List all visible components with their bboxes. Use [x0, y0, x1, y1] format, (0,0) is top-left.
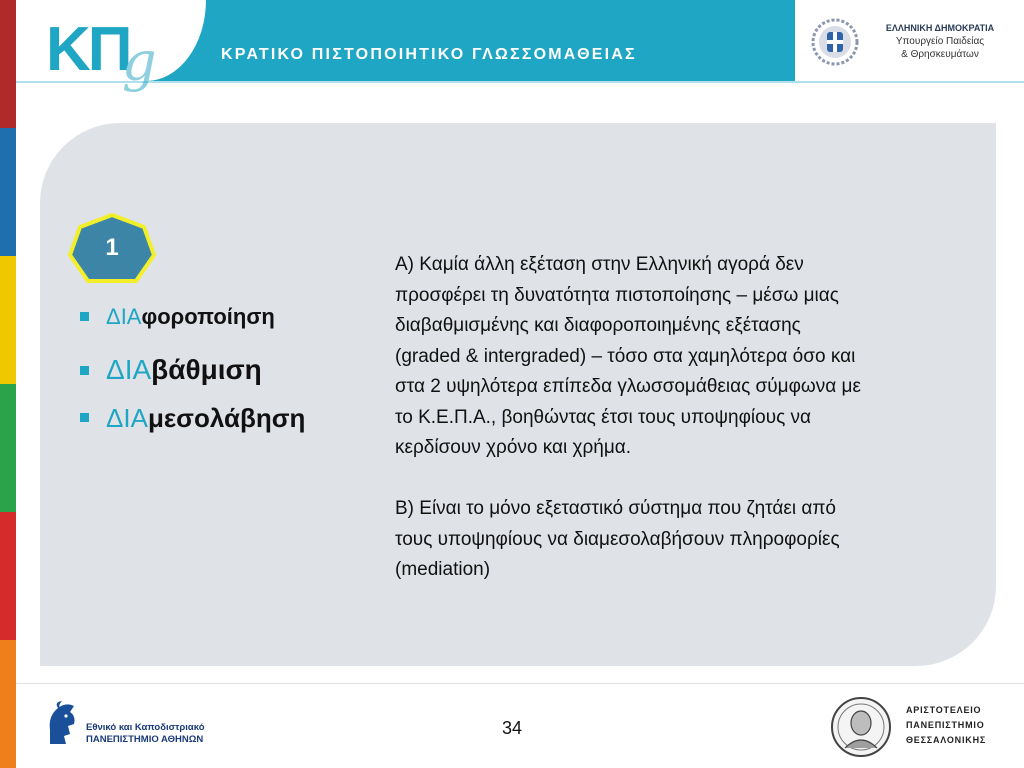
ministry-text — [865, 22, 1015, 61]
bullet-prefix: ΔΙΑ — [106, 403, 148, 433]
text-line: (mediation) — [395, 559, 491, 580]
text-line: διαβαθμισμένης και διαφοροποιημένης εξέτασης — [395, 315, 801, 336]
stripe-segment — [0, 0, 16, 128]
paragraph-b — [395, 494, 995, 586]
text-line: Β) Είναι το μόνο εξεταστικό σύστημα που ζητάει από — [395, 498, 836, 519]
bullet-list — [80, 298, 380, 440]
ministry-line-3: & Θρησκευμάτων — [901, 49, 979, 60]
auth-line-2: ΠΑΝΕΠΙΣΤΗΜΙΟ — [906, 720, 985, 730]
athena-head-icon — [44, 700, 80, 746]
bullet-item — [80, 396, 380, 440]
text-line: τους υποψηφίους να διαμεσολαβήσουν πληροφορίες — [395, 528, 840, 550]
bullet-item — [80, 298, 380, 348]
paragraph-a — [395, 250, 995, 464]
square-bullet-icon — [80, 413, 89, 422]
stripe-segment — [0, 640, 16, 768]
text-line: Α) Καμία άλλη εξέταση στην Ελληνική αγορά δεν — [395, 254, 804, 275]
auth-line-3: ΘΕΣΣΑΛΟΝΙΚΗΣ — [906, 735, 987, 745]
bullet-prefix: ΔΙΑ — [106, 354, 152, 385]
stripe-segment — [0, 512, 16, 640]
stripe-segment — [0, 384, 16, 512]
ministry-line-2: Υπουργείο Παιδείας — [895, 36, 985, 47]
greek-emblem-icon — [810, 17, 860, 67]
bullet-text: φοροποίηση — [141, 304, 275, 329]
logo-script: g — [122, 30, 157, 93]
square-bullet-icon — [80, 366, 89, 375]
header-logo-panel — [16, 0, 206, 93]
kp-logo — [46, 14, 176, 104]
square-bullet-icon — [80, 312, 89, 321]
text-line: στα 2 υψηλότερα επίπεδα γλωσσομάθειας σύμφωνα με — [395, 376, 861, 397]
header-title: ΚΡΑΤΙΚΟ ΠΙΣΤΟΠΟΙΗΤΙΚΟ ΓΛΩΣΣΟΜΑΘΕΙΑΣ — [221, 46, 637, 63]
ministry-line-1: ΕΛΛΗΝΙΚΗ ΔΗΜΟΚΡΑΤΙΑ — [885, 23, 995, 33]
bullet-text: βάθμιση — [151, 354, 262, 385]
stripe-segment — [0, 256, 16, 384]
logo-text: ΚΠ — [46, 15, 130, 84]
auth-line-1: ΑΡΙΣΤΟΤΕΛΕΙΟ — [906, 705, 982, 715]
header-divider — [16, 81, 1024, 83]
uoa-line-1: Εθνικό και Καποδιστριακό — [86, 722, 205, 733]
uoa-name — [86, 722, 205, 746]
text-line: κερδίσουν χρόνο και χρήμα. — [395, 437, 632, 458]
bullet-prefix: ΔΙΑ — [106, 304, 142, 329]
paragraph-gap — [395, 464, 995, 495]
text-line: το Κ.Ε.Π.Α., βοηθώντας έτσι τους υποψηφίους να — [395, 406, 812, 428]
auth-seal-icon — [828, 696, 894, 758]
text-line: προσφέρει τη δυνατότητα πιστοποίησης – μέσω μιας — [395, 284, 839, 306]
text-line: (graded & intergraded) – τόσο στα χαμηλότερα όσο και — [395, 345, 856, 367]
bullet-item — [80, 348, 380, 396]
uoa-line-2: ΠΑΝΕΠΙΣΤΗΜΙΟ ΑΘΗΝΩΝ — [86, 734, 204, 745]
body-text — [395, 250, 995, 586]
slide-header — [16, 0, 1024, 93]
badge-label: 1 — [105, 234, 119, 261]
ministry-panel — [795, 0, 1024, 81]
auth-name — [906, 703, 986, 748]
bullet-text: μεσολάβηση — [147, 403, 306, 433]
stripe-segment — [0, 128, 16, 256]
footer-divider — [16, 683, 1024, 684]
color-stripe — [0, 0, 16, 768]
page-number: 34 — [501, 718, 523, 738]
